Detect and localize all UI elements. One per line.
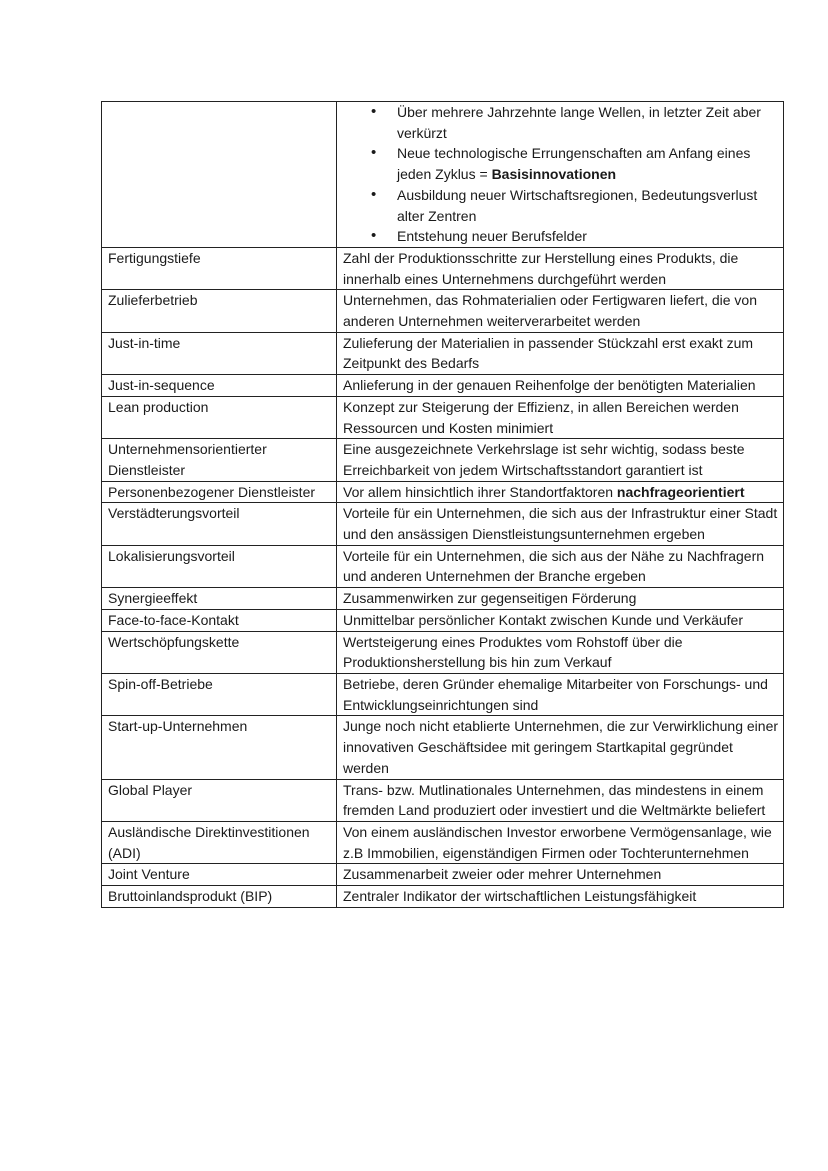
definition-text: Unternehmen, das Rohmaterialien oder Fertigwaren liefert, die von anderen Unternehmen weiterverarbeitet werden <box>343 292 757 330</box>
definition-cell <box>337 673 784 715</box>
definition-text: Anlieferung in der genauen Reihenfolge der benötigten Materialien <box>343 377 756 394</box>
definition-text: Zentraler Indikator der wirtschaftlichen Leistungsfähigkeit <box>343 888 697 905</box>
term-cell <box>102 102 337 248</box>
bullet-bold-text: Basisinnovationen <box>491 166 617 183</box>
term-cell: Face-to-face-Kontakt <box>102 609 337 631</box>
term-cell: Zulieferbetrieb <box>102 290 337 332</box>
definition-cell <box>337 588 784 610</box>
definition-cell <box>337 439 784 481</box>
term-cell: Wertschöpfungskette <box>102 631 337 673</box>
definition-text: Zulieferung der Materialien in passender Stückzahl erst exakt zum Zeitpunkt des Bedarfs <box>343 334 754 372</box>
table-row <box>102 439 784 481</box>
table-row <box>102 821 784 863</box>
definition-text: Eine ausgezeichnete Verkehrslage ist sehr wichtig, sodass beste Erreichbarkeit von jedem Wirtschaftsstandort garantiert ist <box>343 441 745 478</box>
definition-cell <box>337 481 784 503</box>
term-cell: Lokalisierungsvorteil <box>102 545 337 587</box>
glossary-table <box>101 101 784 908</box>
definition-cell <box>337 779 784 821</box>
definition-text: Vorteile für ein Unternehmen, die sich aus der Nähe zu Nachfragern und anderen Unternehmen der Branche ergeben <box>343 547 765 585</box>
definition-text: Trans- bzw. Mutlinationales Unternehmen, das mindestens in einem fremden Land produziert oder investiert und die Weltmärkte beliefert <box>343 781 766 819</box>
definition-text: Unmittelbar persönlicher Kontakt zwischen Kunde und Verkäufer <box>343 611 743 628</box>
term-cell: Lean production <box>102 396 337 438</box>
term-cell: Spin-off-Betriebe <box>102 673 337 715</box>
definition-bold-text: nachfrageorientiert <box>616 483 745 500</box>
definition-cell <box>337 545 784 587</box>
list-item <box>397 143 779 184</box>
table-row <box>102 588 784 610</box>
bullet-text: Ausbildung neuer Wirtschaftsregionen, Bedeutungsverlust alter Zentren <box>397 186 758 224</box>
definition-cell <box>337 247 784 289</box>
bullet-text: Entstehung neuer Berufsfelder <box>397 228 587 245</box>
table-row <box>102 673 784 715</box>
term-cell: Just-in-sequence <box>102 375 337 397</box>
bullet-list <box>343 102 779 247</box>
term-cell: Synergieeffekt <box>102 588 337 610</box>
definition-text: Vor allem hinsichtlich ihrer Standortfaktoren <box>343 483 614 500</box>
table-row <box>102 375 784 397</box>
table-row <box>102 631 784 673</box>
definition-cell <box>337 631 784 673</box>
table-row <box>102 503 784 545</box>
table-row <box>102 247 784 289</box>
table-row <box>102 886 784 908</box>
term-cell: Joint Venture <box>102 864 337 886</box>
definition-cell <box>337 375 784 397</box>
definition-cell <box>337 864 784 886</box>
bullet-text: Neue technologische Errungenschaften am Anfang eines jeden Zyklus = <box>397 145 751 183</box>
table-row <box>102 290 784 332</box>
table-row <box>102 609 784 631</box>
definition-cell <box>337 886 784 908</box>
table-row <box>102 332 784 374</box>
bullet-text: Über mehrere Jahrzehnte lange Wellen, in letzter Zeit aber verkürzt <box>397 104 761 141</box>
term-cell: Global Player <box>102 779 337 821</box>
definition-cell <box>337 102 784 248</box>
definition-text: Betriebe, deren Gründer ehemalige Mitarbeiter von Forschungs- und Entwicklungseinrichtungen sind <box>343 675 768 713</box>
table-row <box>102 545 784 587</box>
definition-text: Von einem ausländischen Investor erworbene Vermögensanlage, wie z.B Immobilien, eigenständigen Firmen oder Tochterunternehmen <box>343 823 772 861</box>
definition-text: Zusammenarbeit zweier oder mehrer Unternehmen <box>343 866 662 883</box>
definition-cell <box>337 396 784 438</box>
definition-text: Zusammenwirken zur gegenseitigen Förderung <box>343 590 637 607</box>
definition-cell <box>337 503 784 545</box>
definition-text: Wertsteigerung eines Produktes vom Rohstoff über die Produktionsherstellung bis hin zum Verkauf <box>343 633 683 671</box>
table-row <box>102 864 784 886</box>
term-cell: Fertigungstiefe <box>102 247 337 289</box>
definition-text: Konzept zur Steigerung der Effizienz, in allen Bereichen werden Ressourcen und Kosten minimiert <box>343 398 739 436</box>
definition-cell <box>337 821 784 863</box>
table-row <box>102 102 784 248</box>
definition-text: Zahl der Produktionsschritte zur Herstellung eines Produkts, die innerhalb eines Unternehmens durchgeführt werden <box>343 249 739 287</box>
table-row <box>102 716 784 779</box>
table-row <box>102 396 784 438</box>
term-cell: Just-in-time <box>102 332 337 374</box>
definition-cell <box>337 609 784 631</box>
table-row <box>102 481 784 503</box>
list-item <box>397 185 779 226</box>
term-cell: Bruttoinlandsprodukt (BIP) <box>102 886 337 908</box>
definition-text: Junge noch nicht etablierte Unternehmen, die zur Verwirklichung einer innovativen Geschäftsidee mit geringem Startkapital gegründet werden <box>343 718 779 776</box>
definition-cell <box>337 332 784 374</box>
term-cell: Verstädterungsvorteil <box>102 503 337 545</box>
term-cell: Ausländische Direktinvestitionen (ADI) <box>102 821 337 863</box>
definition-cell <box>337 716 784 779</box>
list-item <box>397 226 779 247</box>
definition-text: Vorteile für ein Unternehmen, die sich aus der Infrastruktur einer Stadt und den ansässigen Dienstleistungsunternehmen ergeben <box>343 505 778 543</box>
list-item <box>397 102 779 143</box>
term-cell: Personenbezogener Dienstleister <box>102 481 337 503</box>
table-row <box>102 779 784 821</box>
term-cell: Start-up-Unternehmen <box>102 716 337 779</box>
definition-cell <box>337 290 784 332</box>
term-cell: Unternehmensorientierter Dienstleister <box>102 439 337 481</box>
